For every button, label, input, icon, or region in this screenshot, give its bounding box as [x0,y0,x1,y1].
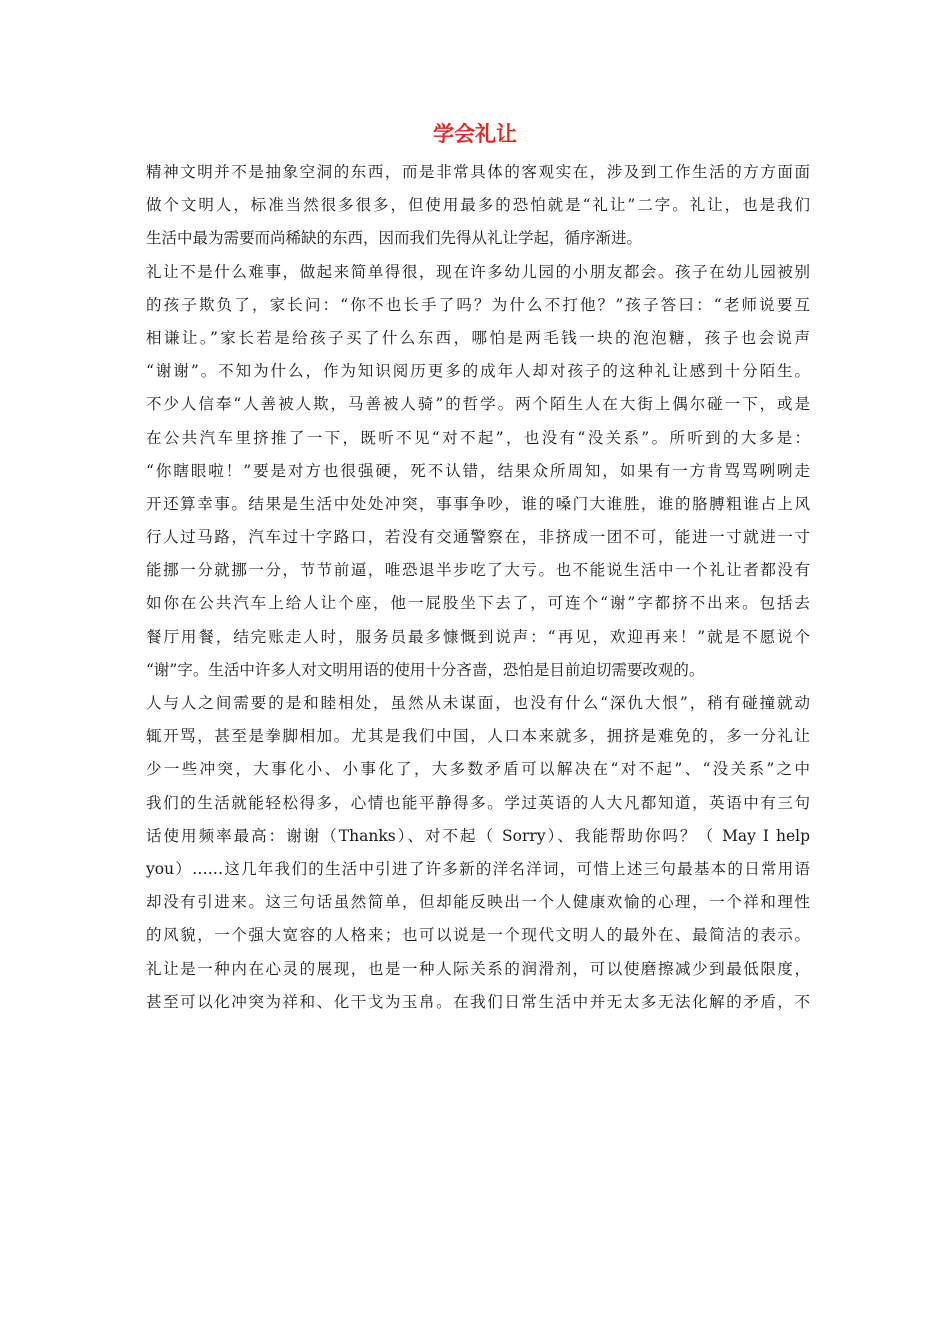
text-line: 做个文明人，标准当然很多很多，但使用最多的恐怕就是“礼让”二字。礼让，也是我们 [146,196,810,215]
text-line: 相谦让。”家长若是给孩子买了什么东西，哪怕是两毛钱一块的泡泡糖，孩子也会说声 [146,328,810,347]
text-line: 话使用频率最高：谢谢（Thanks）、对不起（ Sorry）、我能帮助你吗？（ May I help [146,826,810,845]
text-line: 不少人信奉“人善被人欺，马善被人骑”的哲学。两个陌生人在大街上偶尔碰一下，或是 [146,395,810,414]
document-title: 学会礼让 [433,121,517,146]
text-line: “谢”字。生活中许多人对文明用语的使用十分吝啬，恐怕是目前迫切需要改观的。 [146,660,705,679]
text-line: 能挪一分就挪一分，节节前逼，唯恐退半步吃了大亏。也不能说生活中一个礼让者都没有 [146,561,810,580]
text-line: 礼让是一种内在心灵的展现，也是一种人际关系的润滑剂，可以使磨擦减少到最低限度， [146,959,810,978]
text-line: 礼让不是什么难事，做起来简单得很，现在许多幼儿园的小朋友都会。孩子在幼儿园被别 [146,262,810,281]
document-body [146,156,810,1019]
text-line: 甚至可以化冲突为祥和、化干戈为玉帛。在我们日常生活中并无太多无法化解的矛盾，不 [146,992,810,1011]
text-line: 在公共汽车里挤推了一下，既听不见“对不起”，也没有“没关系”。所听到的大多是： [146,428,810,447]
text-line: you）……这几年我们的生活中引进了许多新的洋名洋词，可惜上述三句最基本的日常用语 [146,859,810,878]
text-line: 开还算幸事。结果是生活中处处冲突，事事争吵，谁的嗓门大谁胜，谁的胳膊粗谁占上风 [146,494,810,513]
text-line: 如你在公共汽车上给人让个座，他一屁股坐下去了，可连个“谢”字都挤不出来。包括去 [146,594,810,613]
text-line: 辄开骂，甚至是拳脚相加。尤其是我们中国，人口本来就多，拥挤是难免的，多一分礼让 [146,727,810,746]
text-line: 的孩子欺负了，家长问：“你不也长手了吗？为什么不打他？”孩子答曰：“老师说要互 [146,295,810,314]
text-line: 精神文明并不是抽象空洞的东西，而是非常具体的客观实在，涉及到工作生活的方方面面 [146,163,810,181]
text-line: 我们的生活就能轻松得多，心情也能平静得多。学过英语的人大凡都知道，英语中有三句 [146,793,810,812]
text-line: 的风貌，一个强大宽容的人格来；也可以说是一个现代文明人的最外在、最简洁的表示。 [146,926,810,945]
text-line: “谢谢”。不知为什么，作为知识阅历更多的成年人却对孩子的这种礼让感到十分陌生。 [146,362,810,381]
text-line: 生活中最为需要而尚稀缺的东西，因而我们先得从礼让学起，循序渐进。 [146,229,643,248]
text-line: 行人过马路，汽车过十字路口，若没有交通警察在，非挤成一团不可，能进一寸就进一寸 [146,528,810,547]
text-line: “你瞎眼啦！”要是对方也很强硬，死不认错，结果众所周知，如果有一方肯骂骂咧咧走 [146,461,810,480]
text-line: 餐厅用餐，结完账走人时，服务员最多慷慨到说声：“再见，欢迎再来！”就是不愿说个 [146,627,810,646]
text-line: 人与人之间需要的是和睦相处，虽然从未谋面，也没有什么“深仇大恨”，稍有碰撞就动 [146,694,810,712]
text-line: 少一些冲突，大事化小、小事化了，大多数矛盾可以解决在“对不起”、“没关系”之中 [146,760,810,779]
text-line: 却没有引进来。这三句话虽然简单，但却能反映出一个人健康欢愉的心理，一个祥和理性 [146,893,810,912]
